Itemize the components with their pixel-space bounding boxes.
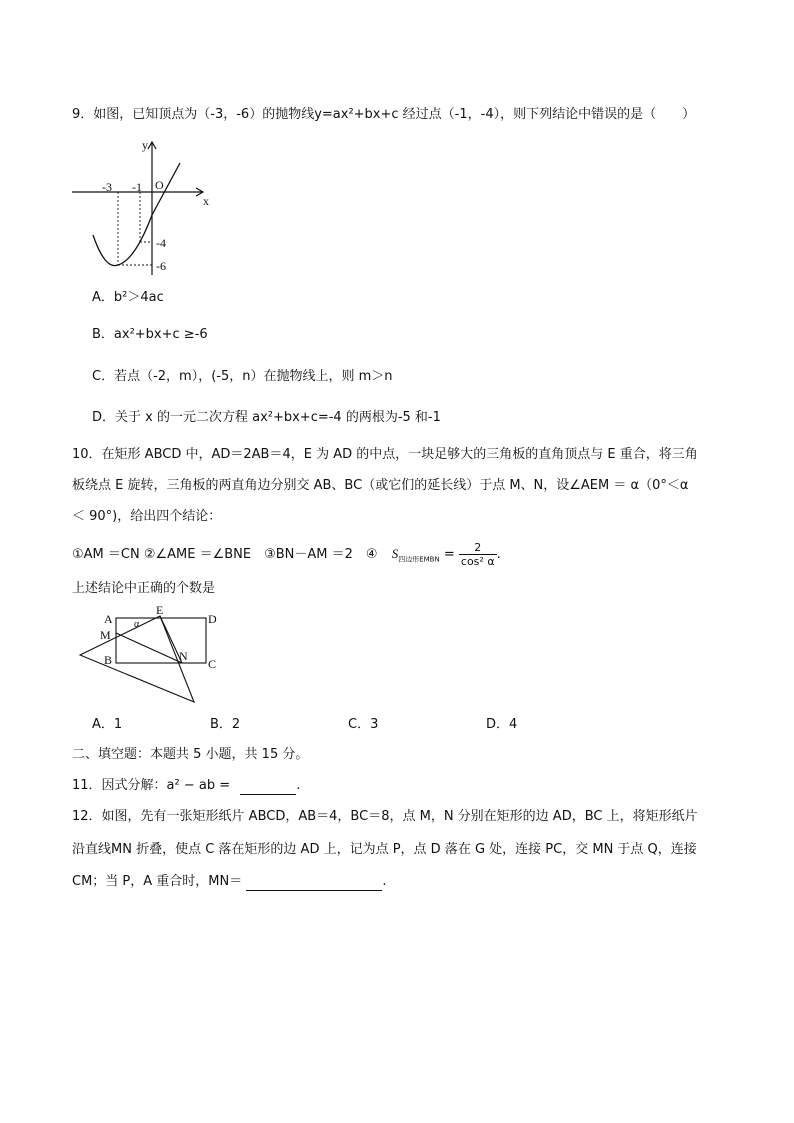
q12-line3: CM；当 P，A 重合时，MN＝ (72, 874, 243, 889)
q9-parabola-graph (60, 135, 220, 280)
q10-label-a: A (104, 612, 113, 626)
q10-label-c: C (208, 657, 217, 671)
q10-label-d: D (208, 612, 217, 626)
q10-label-e: E (156, 603, 164, 617)
q9-option-a: A．b²＞4ac (92, 290, 164, 305)
q12-line2: 沿直线MN 折叠，使点 C 落在矩形的边 AD 上，记为点 P，点 D 落在 G 处，连接 PC，交 MN 于点 Q，连接 (72, 842, 697, 857)
q11-text: 11．因式分解：a² − ab = (72, 778, 231, 793)
q10-stem-line1: 10．在矩形 ABCD 中，AD＝2AB＝4，E 为 AD 的中点，一块足够大的三角板的直角顶点与 E 重合，将三角 (72, 447, 698, 462)
q10-area-equals: = (439, 547, 459, 562)
q10-fraction-numerator: 2 (459, 541, 497, 555)
q9-tick-neg4: -4 (156, 236, 166, 250)
q12-answer-blank[interactable] (246, 876, 382, 891)
q10-area-subscript: 四边形EMBN (398, 555, 440, 564)
q10-stem-line2: 板绕点 E 旋转，三角板的两直角边分别交 AB、BC（或它们的延长线）于点 M、N，设∠AEM ＝ α（0°＜α (72, 478, 689, 493)
q10-rectangle-figure (76, 600, 226, 710)
q10-label-alpha: α (134, 619, 140, 630)
q10-option-b: B．2 (210, 717, 241, 732)
q9-option-b: B．ax²+bx+c ≥-6 (92, 327, 208, 342)
q11-end: . (296, 778, 301, 793)
q10-stem-line3: ＜ 90°)，给出四个结论： (72, 509, 222, 524)
q10-fraction-denominator: cos² α (460, 555, 495, 568)
q9-tick-neg3: -3 (102, 180, 112, 194)
q9-option-d: D．关于 x 的一元二次方程 ax²+bx+c=-4 的两根为-5 和-1 (92, 410, 441, 425)
q10-label-n: N (179, 649, 188, 663)
q9-option-c: C．若点（-2，m），(-5，n）在抛物线上，则 m＞n (92, 369, 393, 384)
q9-x-label: x (203, 194, 209, 208)
q9-tick-neg6: -6 (156, 259, 166, 273)
q9-stem: 9．如图，已知顶点为（-3，-6）的抛物线y=ax²+bx+c 经过点（-1，-4），则下列结论中错误的是（ ） (72, 107, 696, 122)
q10-label-m: M (100, 628, 111, 642)
q10-fraction-end: . (496, 547, 501, 562)
q9-y-label: y (142, 138, 148, 152)
q10-option-d: D．4 (486, 717, 518, 732)
q12-line1: 12．如图，先有一张矩形纸片 ABCD，AB＝4，BC＝8，点 M，N 分别在矩形的边 AD，BC 上，将矩形纸片 (72, 809, 698, 824)
q11-answer-blank[interactable] (240, 780, 296, 795)
q10-conclusions-text: ①AM ＝CN ②∠AME ＝∠BNE ③BN－AM ＝2 ④ (72, 547, 378, 562)
q10-area-symbol: S (391, 546, 399, 561)
q12-end: . (382, 874, 387, 889)
q12-line3-wrap (72, 873, 387, 891)
q9-origin-label: O (155, 178, 164, 192)
q10-label-b: B (104, 653, 113, 667)
q9-tick-neg1: -1 (132, 180, 142, 194)
q10-question: 上述结论中正确的个数是 (72, 581, 216, 596)
q10-fraction (459, 541, 497, 568)
q10-conclusions (72, 541, 501, 573)
q10-option-c: C．3 (348, 717, 379, 732)
section2-title: 二、填空题：本题共 5 小题，共 15 分。 (72, 747, 309, 762)
q11-line (72, 777, 300, 795)
q10-option-a: A．1 (92, 717, 123, 732)
